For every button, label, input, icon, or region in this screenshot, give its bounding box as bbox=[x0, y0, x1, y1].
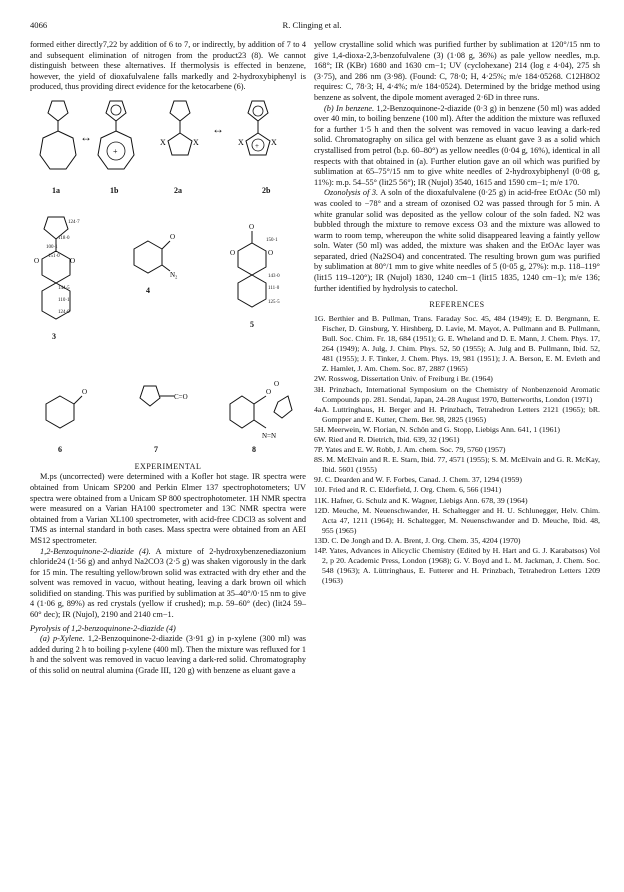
svg-text:O: O bbox=[274, 380, 280, 389]
svg-text:O: O bbox=[268, 248, 274, 257]
shift-5-d: 125·5 bbox=[268, 299, 280, 305]
structure-6 bbox=[46, 388, 87, 428]
svg-text:C=O: C=O bbox=[174, 393, 188, 402]
shift-3-g: 124·0 bbox=[58, 309, 70, 315]
shift-3-e: 144·5 bbox=[58, 285, 70, 291]
shift-3-d: 151·0 bbox=[48, 253, 60, 259]
svg-text:O: O bbox=[230, 248, 236, 257]
benzene-body: 1,2-Benzoquinone-2-diazide (0·3 g) in benzene (50 ml) was added over 40 min, to boiling benzene (100 ml). After the addition the mixture was refluxed for a further 1·5 h and then the solvent was removed in vacuo leaving a dark-red solid. Chromatography on silica gel with benzene as eluant gave 3 as a solid which crystallised from petrol (b.p. 60–80°) as yellow needles (0·04 g, 16%), identical in all respects with that obtained in (a). Further elution gave an oil which was purified by sublimation at 65–75°/15 nm to give white needles of 2-hydroxybiphenyl (0·08 g, 11%): m.p. 54–55° (lit25 56°); IR (Nujol) 3540, 1615 and 1590 cm−1; m/e 170. bbox=[314, 103, 600, 187]
ozonolysis-body: A soln of the dioxafulvalene (0·25 g) in acid-free EtOAc (50 ml) was cooled to −78° and a stream of ozonised O2 was passed through for 5 min. A white granular solid was deposited as the yellow colour of the soln faded. N2 was bubbled through the mixture to remove excess O3 and the mixture was allowed to warm to room temp, whereupon the white solid disappeared leaving a faintly yellow soln. Water (50 ml) was added, the mixture was shaken and the EtOAc layer was separated, dried (Na2SO4) and concentrated. The resulting brown gum was purified by sublimation at 80°/1 mm to give white needles of 5 (0·05 g, 27%): m.p. 118–119° (lit15 119–120°); IR (Nujol) 1830, 1240 cm−1 (lit15 1835, 1240 cm−1); m/e 136; further identified by hydrolysis to catechol. bbox=[314, 188, 600, 293]
benzene-paragraph bbox=[314, 104, 600, 189]
svg-text:O: O bbox=[249, 222, 255, 231]
pyrolysis-title: Pyrolysis of 1,2-benzoquinone-2-diazide (4) bbox=[30, 623, 176, 633]
structures-row-3 bbox=[30, 366, 306, 458]
label-7: 7 bbox=[154, 445, 158, 455]
structure-4 bbox=[134, 233, 178, 279]
pyrolysis-a-body: 1,2-Benzoquinone-2-diazide (3·91 g) in p-xylene (300 ml) was added during 2 h to boiling p-xylene (400 ml). Then the mixture was refluxed for 1 h and the solvent was removed in vacuo leaving a dark-red solid. Chromatography of this solid on neutral alumina (Grade III, 120 g) with benzene as eluant gave a bbox=[30, 634, 306, 676]
references-heading: REFERENCES bbox=[429, 300, 485, 310]
structure-3 bbox=[34, 217, 80, 319]
structures-row-2 bbox=[30, 215, 306, 363]
reference-item: 3H. Prinzbach, International Symposium on the Chemistry of Nonbenzenoid Aromatic Compounds pp. 281. Sendai, Japan, 24–28 August 1970, Butterworths, London (1971) bbox=[314, 384, 600, 404]
label-4: 4 bbox=[146, 285, 150, 295]
exp-para2-title: 1,2-Benzoquinone-2-diazide (4). bbox=[40, 546, 151, 556]
svg-text:O: O bbox=[34, 256, 40, 265]
ozonolysis-title: Ozonolysis of 3. bbox=[324, 188, 379, 198]
svg-text:O: O bbox=[266, 388, 272, 397]
benzene-title: (b) In benzene. bbox=[324, 103, 375, 113]
running-author: R. Clinging et al. bbox=[282, 20, 342, 30]
structure-8 bbox=[230, 380, 292, 440]
svg-text:X: X bbox=[160, 137, 166, 147]
right-column bbox=[314, 40, 600, 586]
reference-item: 9J. C. Dearden and W. F. Forbes, Canad. J. Chem. 37, 1294 (1959) bbox=[314, 475, 522, 485]
shift-3-f: 110·1 bbox=[58, 297, 70, 303]
label-2b: 2b bbox=[262, 185, 271, 195]
exp-para2-body: A mixture of 2-hydroxybenzenediazonium chloride24 (1·56 g) and anhyd Na2CO3 (2·5 g) was shaken vigorously in the dark for 15 min. The resulting yellow/brown solid was extracted with dry ether and the solvent was removed in vacuo, without heating, leaving a dark brown oil which solidified on standing. This was purified by sublimation at 35–40°/0·15 nm to give 4 (1·06 g, 89%) as red crystals (yellow if crushed); m.p. 59–60° (dec) (lit24 59–60° dec); IR (Nujol), 2190 and 2140 cm−1. bbox=[30, 546, 306, 620]
intro-paragraph: formed either directly7,22 by addition of 6 to 7, or indirectly, by addition of 7 to 4 and subsequent elimination of nitrogen from the product23 (8). We cannot distinguish between these alternatives. If thermolysis is effected in benzene, however, the yield of dioxafulvalene falls markedly and 2-hydroxybiphenyl is produced, thus providing direct evidence for the ketocarbene (6). bbox=[30, 40, 306, 92]
label-6: 6 bbox=[58, 445, 62, 455]
reference-item: 12D. Meuche, M. Neuenschwander, H. Schaltegger and H. U. Schlunegger, Helv. Chim. Acta 47, 1211 (1964); H. Schaltegger, M. Neuenschwander and D. Meuche, Ibid. 48, 955 (1965) bbox=[314, 505, 600, 535]
shift-5-a: 150·1 bbox=[266, 237, 278, 243]
ozonolysis-paragraph bbox=[314, 188, 600, 294]
svg-text:O: O bbox=[70, 256, 76, 265]
arrow-1: ↔ bbox=[80, 129, 92, 144]
reference-item: 10J. Fried and R. C. Elderfield, J. Org. Chem. 6, 566 (1941) bbox=[314, 485, 502, 495]
pyrolysis-a-paragraph bbox=[30, 634, 306, 676]
reference-item: 11K. Hafner, G. Schulz and K. Wagner, Liebigs Ann. 678, 39 (1964) bbox=[314, 495, 528, 505]
structure-1a bbox=[40, 101, 76, 169]
label-5: 5 bbox=[250, 319, 254, 329]
arrow-2: ↔ bbox=[212, 121, 224, 136]
reference-item: 4aA. Luttringhaus, H. Berger and H. Prinzbach, Tetrahedron Letters 2121 (1965); bR. Gompper and E. Kutter, Chem. Ber. 98, 2825 (1965) bbox=[314, 404, 600, 424]
structure-5 bbox=[230, 223, 280, 307]
shift-5-b: 143·0 bbox=[268, 273, 280, 279]
shift-5-c: 111·0 bbox=[268, 285, 280, 291]
right-cont-paragraph: yellow crystalline solid which was purified further by sublimation at 120°/15 nm to give 1,4-dioxa-2,3-benzofulvalene (3) (1·08 g, 36%) as pale yellow needles, m.p. 168°; IR (KBr) 1680 and 1630 cm−1; UV (cyclohexane) 214 (log ε 4·04), 275 sh (3·75), and 286 nm (3·98). (Found: C, 78·0; H, 4·25%; m/e 184·05268. C12H8O2 requires: C, 78·3; H, 4·4%; m/e 184·0524). Determined by the bridge method using benzene as solvent, the dipole moment averaged 2·6D in three runs. bbox=[314, 40, 600, 102]
shift-3-b: 118·0 bbox=[58, 235, 70, 241]
label-1a: 1a bbox=[52, 185, 60, 195]
reference-item: 14P. Yates, Advances in Alicyclic Chemistry (Edited by H. Hart and G. J. Karabatsos) Vol 2, p 20. Academic Press, London (1968); G. V. Boyd and L. M. Jackman, J. Chem. Soc. 548 (1963); A. Lüttringhaus, E. Futterer and H. Prinzbach, Tetrahedron Letters 1209 (1963) bbox=[314, 546, 600, 586]
svg-text:+: + bbox=[113, 146, 118, 156]
reference-item: 2W. Rosswog, Dissertation Univ. of Freiburg i Br. (1964) bbox=[314, 374, 493, 384]
svg-text:N=N: N=N bbox=[262, 432, 277, 441]
svg-text:O: O bbox=[82, 388, 88, 397]
left-column bbox=[30, 40, 306, 677]
structure-2a bbox=[160, 101, 199, 155]
structure-2b bbox=[238, 101, 277, 155]
shift-3-c: 100·1 bbox=[46, 244, 58, 250]
experimental-paragraph-1: M.ps (uncorrected) were determined with a Kofler hot stage. IR spectra were obtained from Unicam SP200 and Perkin Elmer 137 spectrophotometers; UV spectra were obtained from a Unicam SP 800 spectrophotometer. 1H NMR spectra were measured on a Varian HA100 spectrometer and 13C NMR spectra were obtained from a Varian XL100 spectrometer, with acid-free CDCl3 as solvent and TMS as internal standard in both cases. Mass spectra were obtained from an AEI MS12 spectrometer. bbox=[30, 472, 306, 545]
svg-text:X: X bbox=[193, 137, 199, 147]
reference-item: 6W. Ried and R. Dietrich, Ibid. 639, 32 (1961) bbox=[314, 434, 460, 444]
reference-item: 8S. M. McElvain and R. E. Starn, Ibid. 77, 4571 (1955); S. M. McElvain and G. R. McKay, Ibid. 5601 (1955) bbox=[314, 455, 601, 475]
svg-text:X: X bbox=[238, 137, 244, 147]
references-list bbox=[314, 314, 600, 587]
reference-item: 13D. C. De Jongh and D. A. Brent, J. Org. Chem. 35, 4204 (1970) bbox=[314, 535, 521, 545]
svg-text:+: + bbox=[255, 141, 259, 150]
experimental-paragraph-2 bbox=[30, 547, 306, 621]
reference-item: 5H. Meerwein, W. Florian, N. Schön and G. Stopp, Liebigs Ann. 641, 1 (1961) bbox=[314, 424, 561, 434]
page-header bbox=[0, 20, 624, 34]
svg-text:N₂: N₂ bbox=[170, 270, 178, 279]
reference-item: 1G. Berthier and B. Pullman, Trans. Faraday Soc. 45, 484 (1949); E. D. Bergmann, E. Fischer, D. Ginsburg, Y. Hirshberg, D. Lavie, M. Mayot, A. Pullmann and B. Pullmann, Bull. Soc. Chim. Fr. 18, 684 (1951); G. E. Wheland and D. E. Mann, J. Chem. Phys. 17, 264 (1949); A. Julg, J. Chim. Phys. 52, 50 (1955); A. Julg and B. Pullmann, Ibid. 52, 481 (1955); J. F. Tinker, J. Chem. Phys. 19, 981 (1951); J. A. Berson, E. M. Evleth and Z. Hamlet, J. Am. Chem. Soc. 87, 2887 (1965) bbox=[314, 313, 600, 374]
svg-text:X: X bbox=[271, 137, 277, 147]
pyrolysis-a-title: (a) p-Xylene. bbox=[40, 634, 85, 644]
label-8: 8 bbox=[252, 445, 256, 455]
label-1b: 1b bbox=[110, 185, 119, 195]
shift-3-a: 124·7 bbox=[68, 219, 80, 225]
svg-text:O: O bbox=[170, 232, 176, 241]
label-3: 3 bbox=[52, 331, 56, 341]
structures-row-1 bbox=[30, 93, 306, 211]
structure-7 bbox=[140, 386, 188, 406]
label-2a: 2a bbox=[174, 185, 182, 195]
page-number: 4066 bbox=[30, 20, 48, 30]
reference-item: 7P. Yates and E. W. Robb, J. Am. chem. Soc. 79, 5760 (1957) bbox=[314, 445, 506, 455]
experimental-heading: EXPERIMENTAL bbox=[134, 461, 202, 471]
structure-1b bbox=[98, 101, 134, 169]
